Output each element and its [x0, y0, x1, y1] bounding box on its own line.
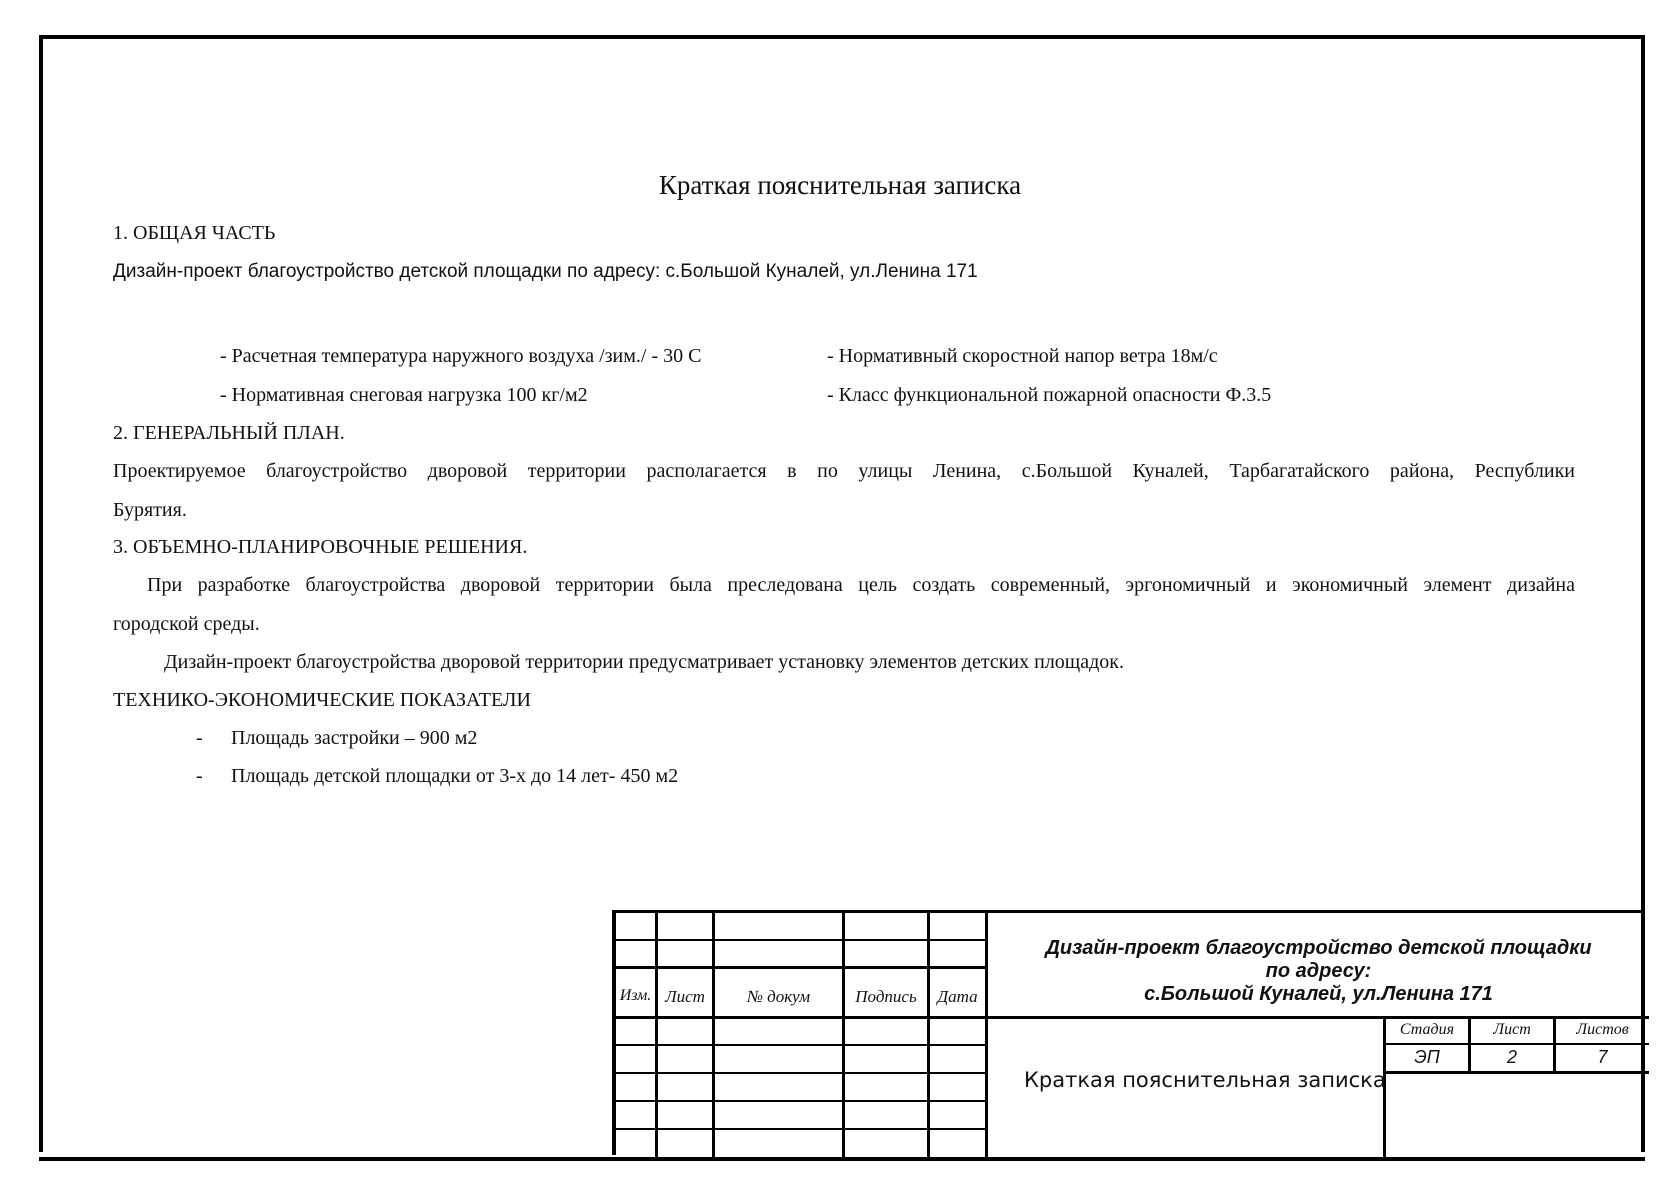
- stamp-vline: [842, 913, 845, 1158]
- stamp-hline: [1383, 1043, 1649, 1045]
- stamp-hline: [1383, 1071, 1649, 1074]
- stamp-sheets-value: 7: [1597, 1047, 1608, 1067]
- title-block: [612, 910, 1645, 1155]
- stamp-hline: [616, 966, 988, 969]
- stamp-project-title-line-3: с.Большой Куналей, ул.Ленина 171: [1144, 983, 1493, 1005]
- section-3-heading: 3. ОБЪЕМНО-ПЛАНИРОВОЧНЫЕ РЕШЕНИЯ.: [113, 536, 528, 558]
- climate-wind: - Нормативный скоростной напор ветра 18м/с: [827, 345, 1218, 367]
- stamp-project-title-line-2: по адресу:: [1265, 960, 1372, 982]
- stamp-project-title-line-1: Дизайн-проект благоустройство детской площадки: [1045, 937, 1592, 959]
- stamp-hline: [616, 1072, 988, 1074]
- stamp-project-title: [988, 937, 1649, 1006]
- tep-item-2-dash: -: [196, 765, 203, 787]
- stamp-sheets-label: Листов: [1576, 1021, 1629, 1038]
- section-3-para-2: Дизайн-проект благоустройства дворовой территории предусматривает установку элементов детских площадок.: [164, 651, 1124, 673]
- stamp-sheet-value: 2: [1506, 1047, 1517, 1067]
- stamp-vline: [927, 913, 930, 1158]
- climate-fire-class: - Класс функциональной пожарной опасности Ф.3.5: [827, 384, 1272, 406]
- stamp-hline: [616, 1016, 1649, 1019]
- climate-temperature: - Расчетная температура наружного воздуха /зим./ - 30 С: [220, 345, 702, 367]
- project-line: Дизайн-проект благоустройство детской площадки по адресу: с.Большой Куналей, ул.Ленина 171: [113, 261, 978, 282]
- stamp-hline: [616, 1128, 988, 1130]
- stamp-col-date: Дата: [937, 987, 978, 1006]
- tep-item-2: Площадь детской площадки от 3-х до 14 лет- 450 м2: [231, 765, 679, 787]
- stamp-col-doc: № докум: [746, 987, 811, 1006]
- stamp-vline: [712, 913, 715, 1158]
- stamp-stage-label: Стадия: [1399, 1021, 1455, 1038]
- tep-item-1-dash: -: [196, 727, 203, 749]
- stamp-sheet-name: Краткая пояснительная записка: [1024, 1068, 1386, 1092]
- stamp-col-signature: Подпись: [855, 987, 917, 1006]
- stamp-hline: [616, 1044, 988, 1046]
- section-1-heading: 1. ОБЩАЯ ЧАСТЬ: [113, 222, 276, 244]
- page-title: Краткая пояснительная записка: [658, 170, 1022, 200]
- stamp-col-list: Лист: [665, 987, 705, 1006]
- stamp-hline: [616, 1100, 988, 1102]
- stamp-col-izm: Изм.: [619, 987, 652, 1004]
- climate-snow: - Нормативная снеговая нагрузка 100 кг/м2: [220, 384, 588, 406]
- section-2-text-line-1: Проектируемое благоустройство дворовой территории располагается в по улицы Ленина, с.Большой Куналей, Тарбагатайского района, Республики: [113, 460, 1575, 482]
- stamp-stage-value: ЭП: [1414, 1047, 1440, 1067]
- stamp-sheet-label: Лист: [1493, 1021, 1531, 1038]
- section-3-para-1-line-1: При разработке благоустройства дворовой территории была преследована цель создать современный, эргономичный и экономичный элемент дизайна: [147, 574, 1575, 596]
- section-2-heading: 2. ГЕНЕРАЛЬНЫЙ ПЛАН.: [113, 422, 345, 444]
- section-2-text-line-2: Бурятия.: [113, 499, 187, 521]
- stamp-hline: [616, 939, 988, 941]
- stamp-vline: [655, 913, 658, 1158]
- tep-heading: ТЕХНИКО-ЭКОНОМИЧЕСКИЕ ПОКАЗАТЕЛИ: [113, 689, 531, 711]
- tep-item-1: Площадь застройки – 900 м2: [231, 727, 478, 749]
- section-3-para-1-line-2: городской среды.: [113, 613, 260, 635]
